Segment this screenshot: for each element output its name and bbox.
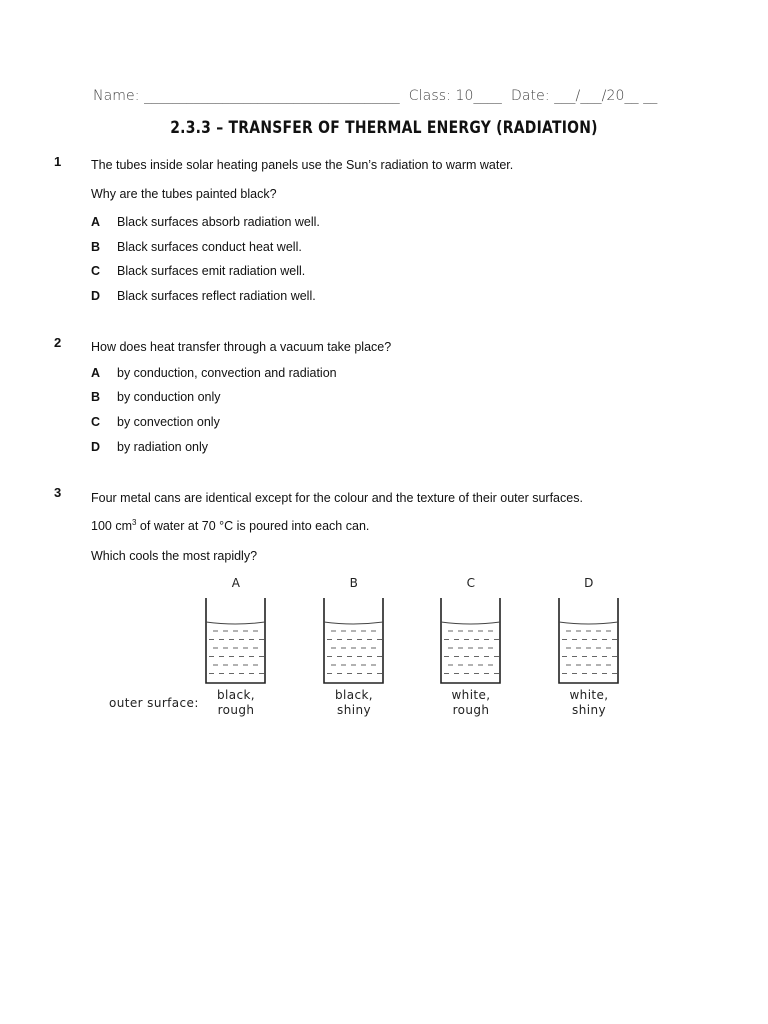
option-letter: D [91,440,101,454]
can-c [441,598,500,683]
question-3-prompt: Which cools the most rapidly? [91,549,258,563]
can-letter-a: A [231,576,241,590]
option-text: Black surfaces absorb radiation well. [117,215,320,229]
option-letter: D [91,289,101,303]
option-letter: B [91,390,101,404]
can-letter-d: D [584,576,594,590]
option-text: Black surfaces emit radiation well. [117,264,306,278]
volume-superscript: 3 [132,517,137,527]
question-number-3: 3 [54,485,62,500]
can-b [324,598,383,683]
question-2-stem: How does heat transfer through a vacuum take place? [91,340,392,354]
can-a-surface-line1: black, [216,688,256,702]
option-text: Black surfaces reflect radiation well. [117,289,316,303]
question-1-prompt: Why are the tubes painted black? [91,187,277,201]
question-3-stem: Four metal cans are identical except for the colour and the texture of their outer surfaces. [91,491,583,505]
can-d-surface-line2: shiny [572,703,606,717]
can-d [559,598,618,683]
can-letter-c: C [466,576,476,590]
option-letter: A [91,215,101,229]
question-number-2: 2 [54,335,62,350]
option-text: by conduction only [117,390,221,404]
can-b-surface-line1: black, [334,688,374,702]
can-c-surface-line1: white, [451,688,491,702]
can-a-surface-line2: rough [217,703,255,717]
outer-surface-label: outer surface: [109,696,199,710]
option-letter: A [91,366,101,380]
option-letter: C [91,264,101,278]
can-letter-b: B [349,576,359,590]
option-letter: C [91,415,101,429]
volume-prefix: 100 cm [91,519,132,533]
worksheet-title: 2.3.3 – TRANSFER OF THERMAL ENERGY (RADIATION) [170,118,598,138]
option-letter: B [91,240,101,254]
volume-suffix: of water at 70 °C is poured into each can. [136,519,370,533]
option-text: by radiation only [117,440,209,454]
can-d-surface-line1: white, [569,688,609,702]
can-a [206,598,265,683]
question-number-1: 1 [54,154,62,169]
option-text: by conduction, convection and radiation [117,366,337,380]
question-1-stem: The tubes inside solar heating panels use the Sun’s radiation to warm water. [91,158,514,172]
option-text: by convection only [117,415,220,429]
option-text: Black surfaces conduct heat well. [117,240,302,254]
can-c-surface-line2: rough [452,703,490,717]
header-line: Name: ____________________________________ Class: 10____ Date: ___/___/20__ __ [93,88,658,104]
can-b-surface-line2: shiny [337,703,371,717]
